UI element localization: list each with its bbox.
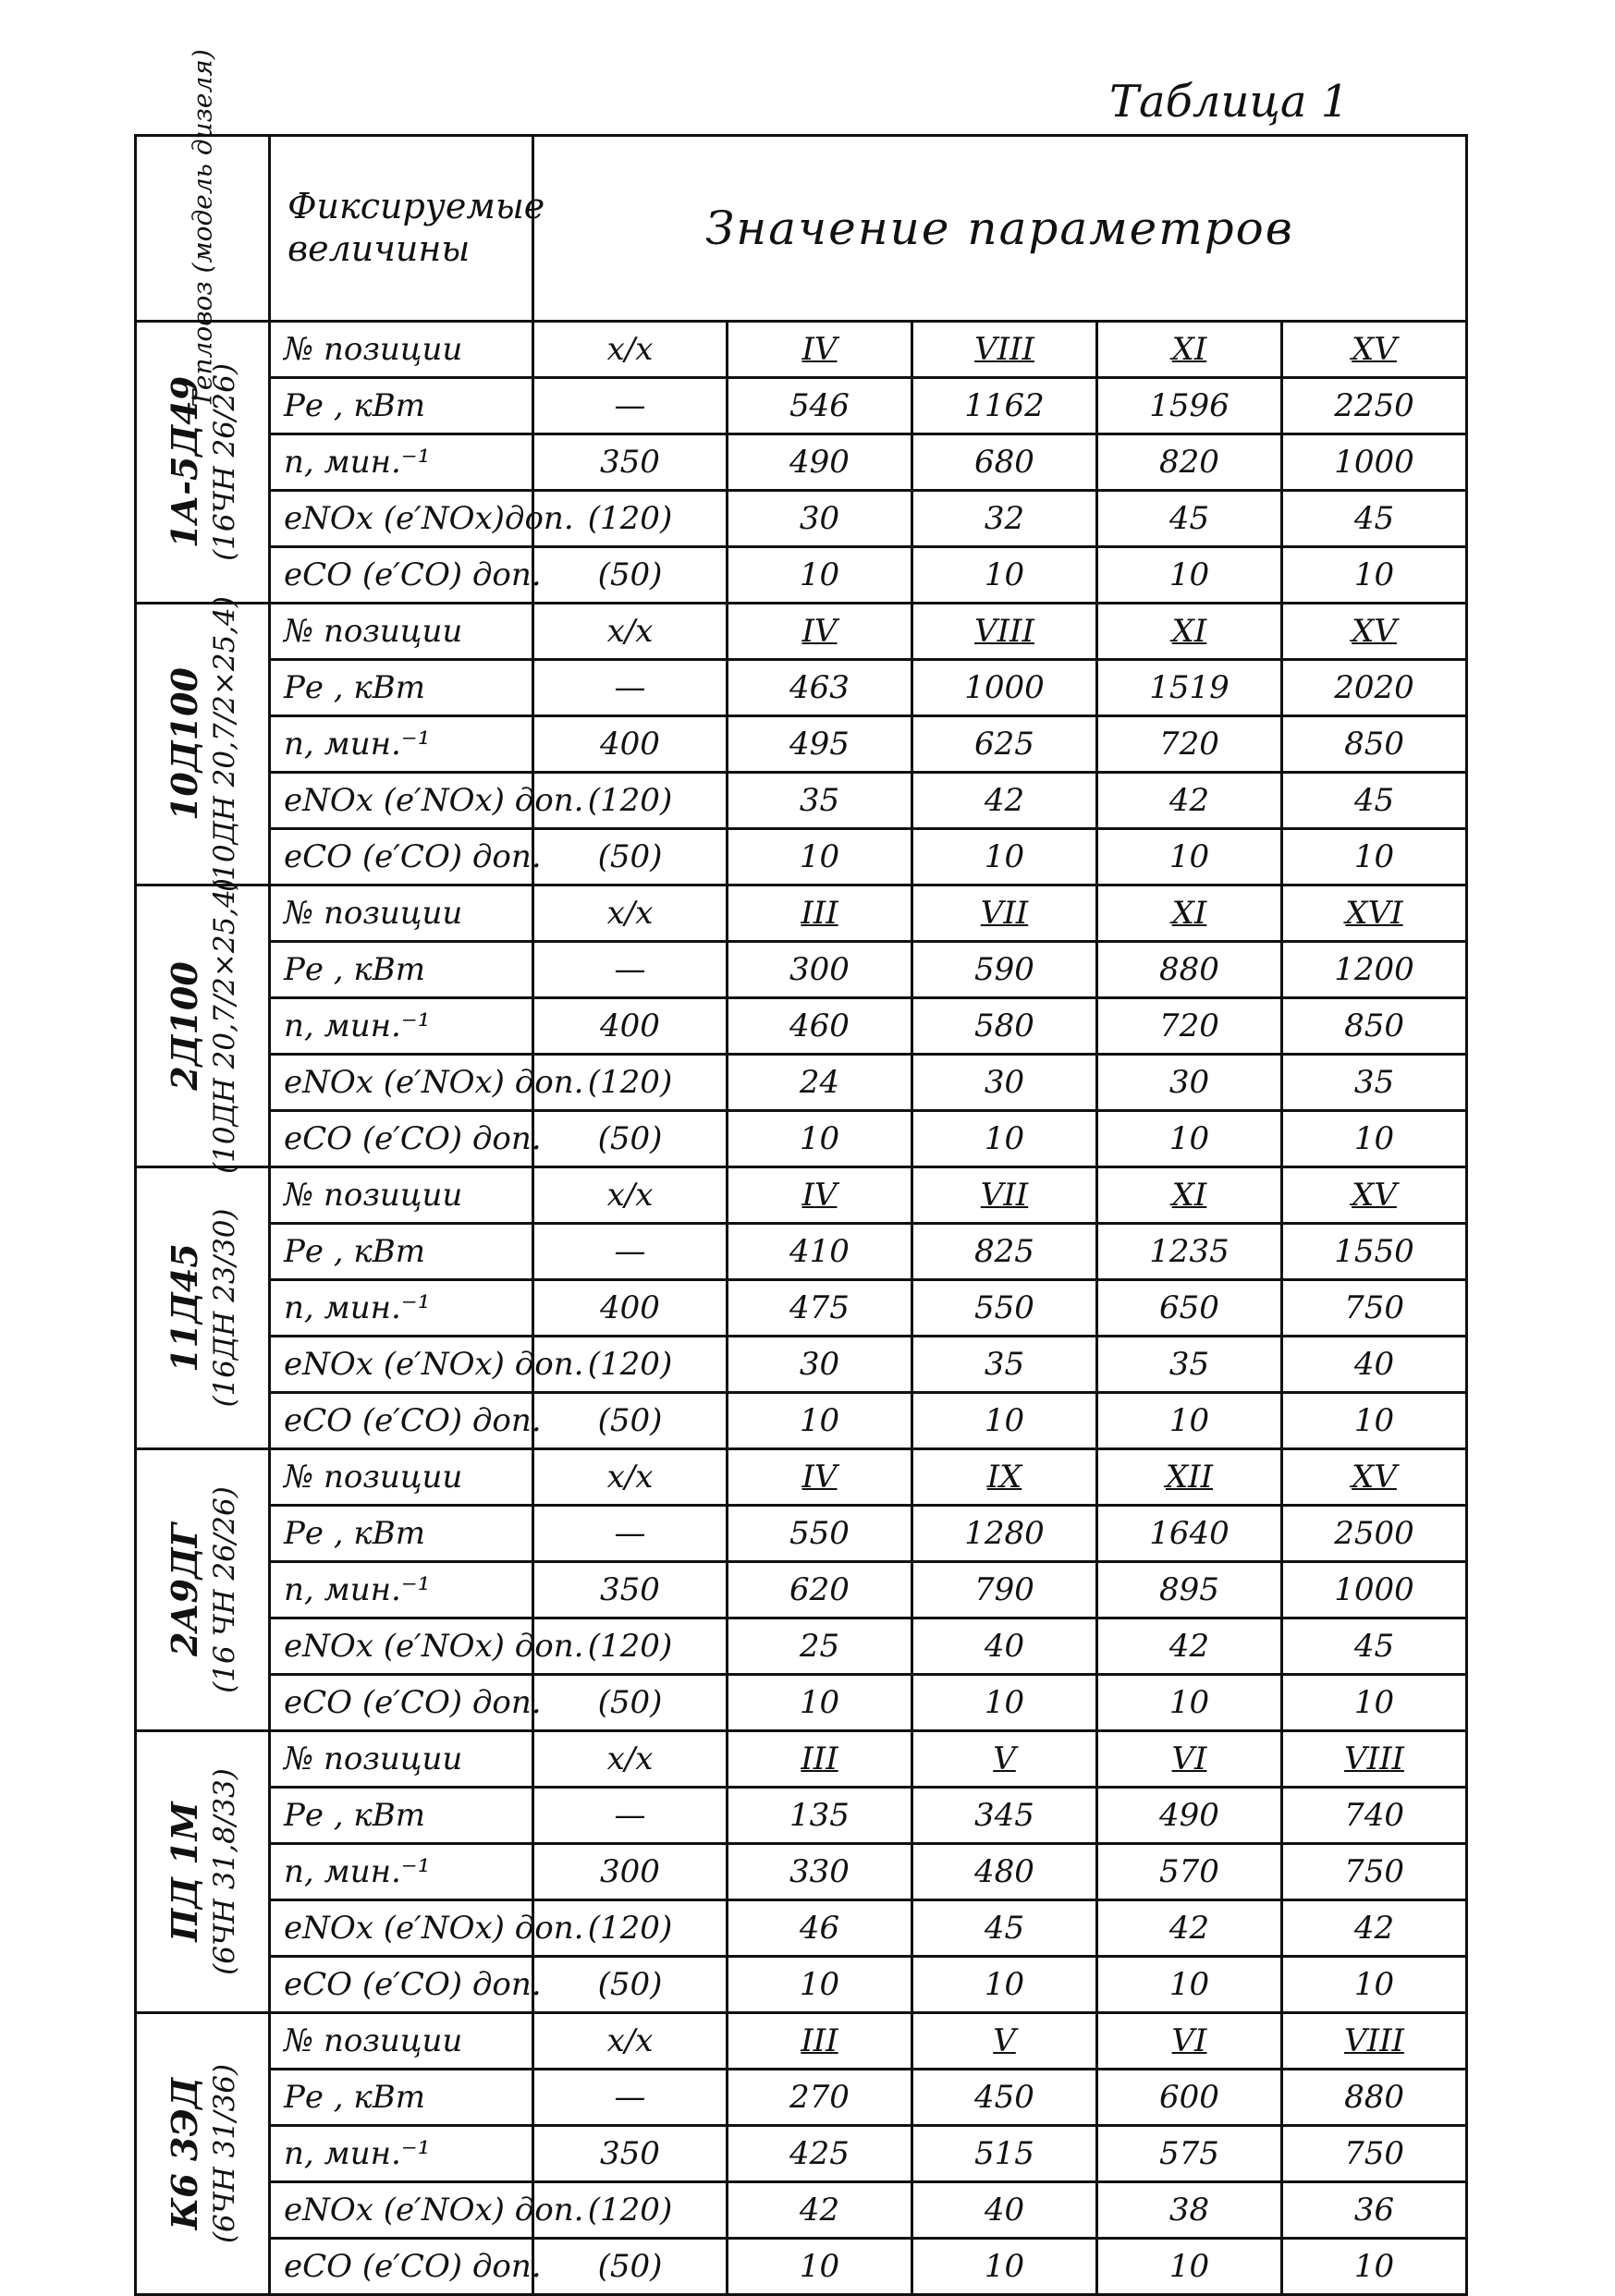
- engine-label: [163, 2064, 242, 2243]
- value-cell: (50): [533, 547, 728, 604]
- quantity-cell: eCO (e′CO) доп.: [270, 829, 533, 885]
- value-cell: 750: [1282, 1844, 1467, 1900]
- value-cell: 42: [1097, 1900, 1282, 1957]
- value-cell: VII: [912, 885, 1097, 942]
- engine-spec: (16 ЧН 26/26): [207, 1486, 241, 1693]
- value-cell: (120): [533, 773, 728, 829]
- value-cell: 10: [728, 2239, 912, 2295]
- value-cell: VI: [1097, 1731, 1282, 1788]
- table-row: [136, 547, 1467, 604]
- value-cell: 30: [728, 491, 912, 547]
- value-cell: 546: [728, 378, 912, 434]
- value-cell: 10: [1282, 829, 1467, 885]
- engine-name: 11Д45: [163, 1243, 205, 1373]
- value-cell: 330: [728, 1844, 912, 1900]
- value-cell: х/х: [533, 1449, 728, 1506]
- quantity-cell: eCO (e′CO) доп.: [270, 1393, 533, 1449]
- value-cell: 42: [1282, 1900, 1467, 1957]
- table-row: [136, 829, 1467, 885]
- value-cell: 10: [1097, 829, 1282, 885]
- quantity-cell: eCO (e′CO) доп.: [270, 2239, 533, 2295]
- value-cell: —: [533, 2070, 728, 2126]
- value-cell: XI: [1097, 604, 1282, 660]
- value-cell: 300: [533, 1844, 728, 1900]
- value-cell: 10: [1282, 547, 1467, 604]
- value-cell: 10: [912, 829, 1097, 885]
- value-cell: 1162: [912, 378, 1097, 434]
- table-row: [136, 998, 1467, 1055]
- table-row: [136, 2182, 1467, 2239]
- value-cell: 10: [728, 1957, 912, 2013]
- quantity-cell: eNOx (e′NOx) доп.: [270, 2182, 533, 2239]
- engine-name: 2Д100: [163, 961, 205, 1091]
- value-cell: (120): [533, 1618, 728, 1675]
- value-cell: х/х: [533, 604, 728, 660]
- value-cell: 1000: [1282, 1562, 1467, 1618]
- value-cell: 600: [1097, 2070, 1282, 2126]
- value-cell: 625: [912, 716, 1097, 773]
- table-row: [136, 1055, 1467, 1111]
- value-cell: 30: [912, 1055, 1097, 1111]
- value-cell: 480: [912, 1844, 1097, 1900]
- value-cell: 345: [912, 1788, 1097, 1844]
- value-cell: 550: [728, 1506, 912, 1562]
- value-cell: х/х: [533, 885, 728, 942]
- value-cell: 10: [912, 547, 1097, 604]
- value-cell: 135: [728, 1788, 912, 1844]
- value-cell: 575: [1097, 2126, 1282, 2182]
- value-cell: 425: [728, 2126, 912, 2182]
- value-cell: 895: [1097, 1562, 1282, 1618]
- engine-spec: (6ЧН 31,8/33): [207, 1768, 241, 1975]
- value-cell: 10: [1282, 1675, 1467, 1731]
- value-cell: 450: [912, 2070, 1097, 2126]
- value-cell: 680: [912, 434, 1097, 491]
- table-row: [136, 1844, 1467, 1900]
- value-cell: 790: [912, 1562, 1097, 1618]
- value-cell: 495: [728, 716, 912, 773]
- value-cell: 400: [533, 716, 728, 773]
- value-cell: 45: [1097, 491, 1282, 547]
- engine-label: [163, 878, 242, 1174]
- value-cell: V: [912, 2013, 1097, 2070]
- quantity-cell: Pе , кВт: [270, 378, 533, 434]
- value-cell: (50): [533, 1675, 728, 1731]
- value-cell: 10: [1282, 1111, 1467, 1167]
- quantity-cell: eNOx (e′NOx) доп.: [270, 773, 533, 829]
- value-cell: 10: [1097, 2239, 1282, 2295]
- header-quantities-line1: Фиксируемые: [288, 186, 545, 227]
- engine-cell: [136, 1167, 270, 1449]
- header-quantities-line2: величины: [288, 228, 471, 269]
- engine-label: [163, 1486, 242, 1693]
- engine-cell: [136, 878, 270, 1174]
- quantity-cell: eNOx (e′NOx) доп.: [270, 1900, 533, 1957]
- quantity-cell: eCO (e′CO) доп.: [270, 1957, 533, 2013]
- table-row: [136, 1337, 1467, 1393]
- quantity-cell: Pе , кВт: [270, 1788, 533, 1844]
- table-header-row: [136, 136, 1467, 322]
- value-cell: XI: [1097, 322, 1282, 378]
- quantity-cell: n, мин.⁻¹: [270, 998, 533, 1055]
- value-cell: 400: [533, 1280, 728, 1337]
- engine-name: ПД 1М: [163, 1801, 205, 1942]
- value-cell: (120): [533, 2182, 728, 2239]
- value-cell: 10: [1097, 547, 1282, 604]
- quantity-cell: № позиции: [270, 1449, 533, 1506]
- value-cell: 40: [912, 1618, 1097, 1675]
- quantity-cell: eNOx (e′NOx) доп.: [270, 1055, 533, 1111]
- quantity-cell: Pе , кВт: [270, 1224, 533, 1280]
- value-cell: 38: [1097, 2182, 1282, 2239]
- value-cell: 10: [1282, 2239, 1467, 2295]
- table-row: [136, 1957, 1467, 2013]
- table-row: [136, 1224, 1467, 1280]
- value-cell: XV: [1282, 1167, 1467, 1224]
- table-row: [136, 2013, 1467, 2070]
- value-cell: VIII: [912, 604, 1097, 660]
- value-cell: 42: [728, 2182, 912, 2239]
- value-cell: 850: [1282, 998, 1467, 1055]
- engine-label: [163, 1768, 242, 1975]
- header-type-cell: [136, 49, 270, 408]
- table-row: [136, 434, 1467, 491]
- value-cell: 820: [1097, 434, 1282, 491]
- header-values-cell: Значение параметров: [533, 136, 1467, 322]
- quantity-cell: n, мин.⁻¹: [270, 1280, 533, 1337]
- value-cell: 30: [1097, 1055, 1282, 1111]
- engine-spec: (6ЧН 31/36): [207, 2063, 241, 2244]
- engine-cell: [136, 322, 270, 604]
- value-cell: 35: [728, 773, 912, 829]
- value-cell: 10: [1097, 1957, 1282, 2013]
- value-cell: III: [728, 885, 912, 942]
- value-cell: 10: [1282, 1957, 1467, 2013]
- value-cell: —: [533, 378, 728, 434]
- value-cell: XV: [1282, 604, 1467, 660]
- value-cell: VIII: [1282, 2013, 1467, 2070]
- value-cell: 590: [912, 942, 1097, 998]
- table-row: [136, 1562, 1467, 1618]
- quantity-cell: n, мин.⁻¹: [270, 1562, 533, 1618]
- table-row: [136, 2239, 1467, 2295]
- header-quantities-cell: [270, 136, 545, 322]
- value-cell: 825: [912, 1224, 1097, 1280]
- value-cell: 42: [912, 773, 1097, 829]
- value-cell: 42: [1097, 773, 1282, 829]
- engine-label: [163, 1208, 242, 1407]
- quantity-cell: eNOx (e′NOx) доп.: [270, 1618, 533, 1675]
- quantity-cell: n, мин.⁻¹: [270, 2126, 533, 2182]
- value-cell: 1550: [1282, 1224, 1467, 1280]
- value-cell: (50): [533, 1111, 728, 1167]
- value-cell: 10: [1282, 1393, 1467, 1449]
- value-cell: 40: [1282, 1337, 1467, 1393]
- engine-name: 1А-5Д49: [163, 375, 205, 549]
- value-cell: XII: [1097, 1449, 1282, 1506]
- value-cell: 10: [912, 1957, 1097, 2013]
- quantity-cell: № позиции: [270, 322, 533, 378]
- value-cell: 1235: [1097, 1224, 1282, 1280]
- value-cell: V: [912, 1731, 1097, 1788]
- value-cell: XV: [1282, 322, 1467, 378]
- table-row: [136, 378, 1467, 434]
- value-cell: 1000: [912, 660, 1097, 716]
- table-row: [136, 491, 1467, 547]
- value-cell: (120): [533, 1055, 728, 1111]
- value-cell: (50): [533, 1957, 728, 2013]
- table-row: [136, 660, 1467, 716]
- table-row: [136, 1280, 1467, 1337]
- value-cell: VIII: [912, 322, 1097, 378]
- value-cell: 10: [1097, 1675, 1282, 1731]
- value-cell: 720: [1097, 998, 1282, 1055]
- value-cell: 24: [728, 1055, 912, 1111]
- value-cell: IV: [728, 1449, 912, 1506]
- value-cell: —: [533, 1224, 728, 1280]
- table-caption: Таблица 1: [1109, 76, 1350, 128]
- engine-name: К6 3ЭД: [163, 2077, 205, 2230]
- value-cell: 720: [1097, 716, 1282, 773]
- value-cell: 410: [728, 1224, 912, 1280]
- value-cell: (120): [533, 1900, 728, 1957]
- value-cell: —: [533, 1788, 728, 1844]
- value-cell: 740: [1282, 1788, 1467, 1844]
- value-cell: 620: [728, 1562, 912, 1618]
- value-cell: 35: [1097, 1337, 1282, 1393]
- value-cell: 10: [728, 829, 912, 885]
- table-row: [136, 1506, 1467, 1562]
- table-row: [136, 716, 1467, 773]
- value-cell: 1200: [1282, 942, 1467, 998]
- value-cell: 42: [1097, 1618, 1282, 1675]
- value-cell: 2500: [1282, 1506, 1467, 1562]
- value-cell: 460: [728, 998, 912, 1055]
- engine-spec: (16ДН 23/30): [207, 1208, 241, 1408]
- quantity-cell: № позиции: [270, 2013, 533, 2070]
- value-cell: 515: [912, 2126, 1097, 2182]
- quantity-cell: Pе , кВт: [270, 1506, 533, 1562]
- value-cell: 35: [912, 1337, 1097, 1393]
- value-cell: IV: [728, 322, 912, 378]
- table-row: [136, 1731, 1467, 1788]
- value-cell: 35: [1282, 1055, 1467, 1111]
- value-cell: III: [728, 2013, 912, 2070]
- value-cell: 463: [728, 660, 912, 716]
- value-cell: 880: [1097, 942, 1282, 998]
- value-cell: XVI: [1282, 885, 1467, 942]
- value-cell: 750: [1282, 1280, 1467, 1337]
- quantity-cell: n, мин.⁻¹: [270, 1844, 533, 1900]
- value-cell: 45: [1282, 1618, 1467, 1675]
- table-row: [136, 885, 1467, 942]
- value-cell: (50): [533, 829, 728, 885]
- engine-name: 10Д100: [163, 667, 205, 822]
- table-row: [136, 773, 1467, 829]
- value-cell: х/х: [533, 1167, 728, 1224]
- value-cell: 2250: [1282, 378, 1467, 434]
- value-cell: 10: [912, 1393, 1097, 1449]
- value-cell: —: [533, 942, 728, 998]
- value-cell: VI: [1097, 2013, 1282, 2070]
- value-cell: 1596: [1097, 378, 1282, 434]
- value-cell: 580: [912, 998, 1097, 1055]
- value-cell: 45: [1282, 491, 1467, 547]
- value-cell: XI: [1097, 1167, 1282, 1224]
- value-cell: 270: [728, 2070, 912, 2126]
- value-cell: 45: [912, 1900, 1097, 1957]
- quantity-cell: № позиции: [270, 885, 533, 942]
- table-row: [136, 1788, 1467, 1844]
- value-cell: —: [533, 1506, 728, 1562]
- value-cell: IV: [728, 1167, 912, 1224]
- header-type-label: Тепловоз (модель дизеля): [187, 49, 218, 408]
- table-row: [136, 2126, 1467, 2182]
- table-row: [136, 1675, 1467, 1731]
- value-cell: 850: [1282, 716, 1467, 773]
- value-cell: 10: [912, 1675, 1097, 1731]
- value-cell: 45: [1282, 773, 1467, 829]
- value-cell: 1280: [912, 1506, 1097, 1562]
- value-cell: 10: [728, 1111, 912, 1167]
- value-cell: 350: [533, 1562, 728, 1618]
- value-cell: х/х: [533, 322, 728, 378]
- quantity-cell: eCO (e′CO) доп.: [270, 547, 533, 604]
- quantity-cell: Pе , кВт: [270, 660, 533, 716]
- value-cell: 2020: [1282, 660, 1467, 716]
- value-cell: 1519: [1097, 660, 1282, 716]
- table-row: [136, 1111, 1467, 1167]
- engine-spec: (10ДН 20,7/2×25,4): [207, 878, 241, 1174]
- engine-label: [163, 363, 242, 561]
- value-cell: 36: [1282, 2182, 1467, 2239]
- value-cell: VII: [912, 1167, 1097, 1224]
- table-row: [136, 604, 1467, 660]
- quantity-cell: n, мин.⁻¹: [270, 434, 533, 491]
- engine-cell: [136, 596, 270, 892]
- value-cell: х/х: [533, 2013, 728, 2070]
- value-cell: VIII: [1282, 1731, 1467, 1788]
- value-cell: IV: [728, 604, 912, 660]
- value-cell: XV: [1282, 1449, 1467, 1506]
- value-cell: 10: [912, 2239, 1097, 2295]
- quantity-cell: № позиции: [270, 1731, 533, 1788]
- quantity-cell: eNOx (e′NOx) доп.: [270, 1337, 533, 1393]
- value-cell: 1640: [1097, 1506, 1282, 1562]
- value-cell: 550: [912, 1280, 1097, 1337]
- value-cell: 1000: [1282, 434, 1467, 491]
- value-cell: 10: [728, 547, 912, 604]
- table-row: [136, 1618, 1467, 1675]
- engine-cell: [136, 2013, 270, 2295]
- value-cell: 400: [533, 998, 728, 1055]
- value-cell: 10: [1097, 1393, 1282, 1449]
- value-cell: 880: [1282, 2070, 1467, 2126]
- quantity-cell: № позиции: [270, 604, 533, 660]
- value-cell: IX: [912, 1449, 1097, 1506]
- quantity-cell: № позиции: [270, 1167, 533, 1224]
- quantity-cell: eCO (e′CO) доп.: [270, 1111, 533, 1167]
- table-row: [136, 1393, 1467, 1449]
- value-cell: 10: [728, 1675, 912, 1731]
- quantity-cell: eNOx (e′NOx)доп.: [270, 491, 533, 547]
- value-cell: 300: [728, 942, 912, 998]
- quantity-cell: eCO (e′CO) доп.: [270, 1675, 533, 1731]
- quantity-cell: Pе , кВт: [270, 942, 533, 998]
- engine-spec: (16ЧН 26/26): [207, 363, 241, 561]
- engine-label: [163, 596, 242, 892]
- table-row: [136, 2070, 1467, 2126]
- value-cell: 30: [728, 1337, 912, 1393]
- engine-name: 2А9ДГ: [163, 1523, 205, 1656]
- value-cell: 10: [728, 1393, 912, 1449]
- value-cell: (50): [533, 2239, 728, 2295]
- value-cell: 46: [728, 1900, 912, 1957]
- table-row: [136, 1449, 1467, 1506]
- engine-spec: (10ДН 20,7/2×25,4): [207, 596, 241, 892]
- value-cell: —: [533, 660, 728, 716]
- quantity-cell: n, мин.⁻¹: [270, 716, 533, 773]
- value-cell: 570: [1097, 1844, 1282, 1900]
- value-cell: 40: [912, 2182, 1097, 2239]
- engine-cell: [136, 1449, 270, 1731]
- quantity-cell: Pе , кВт: [270, 2070, 533, 2126]
- value-cell: х/х: [533, 1731, 728, 1788]
- value-cell: 32: [912, 491, 1097, 547]
- value-cell: III: [728, 1731, 912, 1788]
- value-cell: 475: [728, 1280, 912, 1337]
- value-cell: 350: [533, 434, 728, 491]
- value-cell: 25: [728, 1618, 912, 1675]
- table-row: [136, 1167, 1467, 1224]
- table-row: [136, 1900, 1467, 1957]
- value-cell: 750: [1282, 2126, 1467, 2182]
- value-cell: (120): [533, 1337, 728, 1393]
- value-cell: 490: [728, 434, 912, 491]
- value-cell: 490: [1097, 1788, 1282, 1844]
- value-cell: 350: [533, 2126, 728, 2182]
- value-cell: 650: [1097, 1280, 1282, 1337]
- table-row: [136, 942, 1467, 998]
- value-cell: (120): [533, 491, 728, 547]
- value-cell: (50): [533, 1393, 728, 1449]
- engine-cell: [136, 1731, 270, 2013]
- value-cell: XI: [1097, 885, 1282, 942]
- value-cell: 10: [1097, 1111, 1282, 1167]
- value-cell: 10: [912, 1111, 1097, 1167]
- table-row: [136, 322, 1467, 378]
